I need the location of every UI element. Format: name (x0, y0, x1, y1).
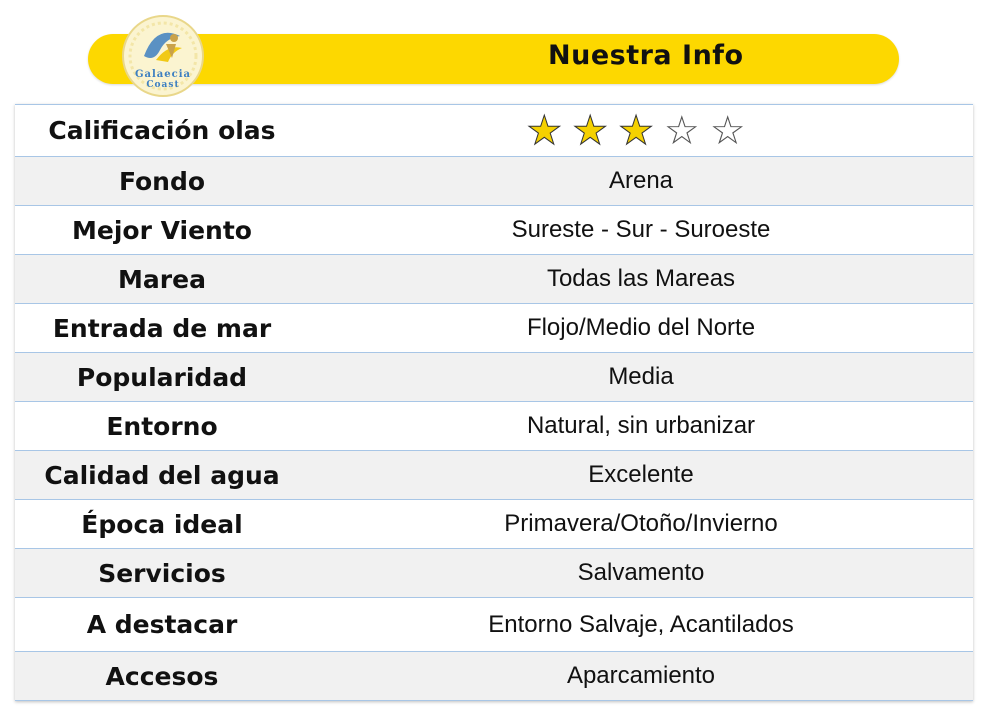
table-row (15, 255, 973, 304)
row-value: Todas las Mareas (309, 255, 973, 304)
page-title: Nuestra Info (548, 40, 744, 71)
row-label: Popularidad (15, 353, 309, 402)
row-value: Natural, sin urbanizar (309, 402, 973, 451)
info-table (15, 104, 973, 701)
table-row (15, 157, 973, 206)
star-rating (526, 108, 756, 153)
table-row (15, 500, 973, 549)
table-row (15, 353, 973, 402)
row-value: Media (309, 353, 973, 402)
logo-text-line2: Coast (146, 80, 180, 90)
row-label: A destacar (15, 598, 309, 652)
table-row-rating (15, 105, 973, 157)
row-label: Calidad del agua (15, 451, 309, 500)
star-filled-icon: ★ (618, 108, 664, 153)
row-value: Sureste - Sur - Suroeste (309, 206, 973, 255)
row-label: Época ideal (15, 500, 309, 549)
star-empty-icon: ☆ (663, 108, 710, 153)
row-value: Entorno Salvaje, Acantilados (309, 598, 973, 652)
row-value: Primavera/Otoño/Invierno (309, 500, 973, 549)
table-row (15, 598, 973, 652)
row-label: Accesos (15, 652, 309, 701)
row-label: Mejor Viento (15, 206, 309, 255)
row-label: Calificación olas (15, 105, 309, 157)
row-value: Excelente (309, 451, 973, 500)
rating-stars (309, 105, 973, 157)
row-value: Aparcamiento (309, 652, 973, 701)
logo (116, 14, 210, 98)
row-label: Entrada de mar (15, 304, 309, 353)
star-empty-icon: ☆ (709, 108, 756, 153)
row-label: Entorno (15, 402, 309, 451)
star-filled-icon: ★ (572, 108, 619, 153)
table-row (15, 304, 973, 353)
table-row (15, 206, 973, 255)
table-row (15, 652, 973, 701)
row-value: Flojo/Medio del Norte (309, 304, 973, 353)
table-row (15, 451, 973, 500)
row-value: Arena (309, 157, 973, 206)
row-label: Marea (15, 255, 309, 304)
row-label: Fondo (15, 157, 309, 206)
logo-text-line1: Galaecia (134, 69, 192, 80)
table-row (15, 402, 973, 451)
row-label: Servicios (15, 549, 309, 598)
star-filled-icon: ★ (526, 108, 573, 153)
row-value: Salvamento (309, 549, 973, 598)
table-row (15, 549, 973, 598)
